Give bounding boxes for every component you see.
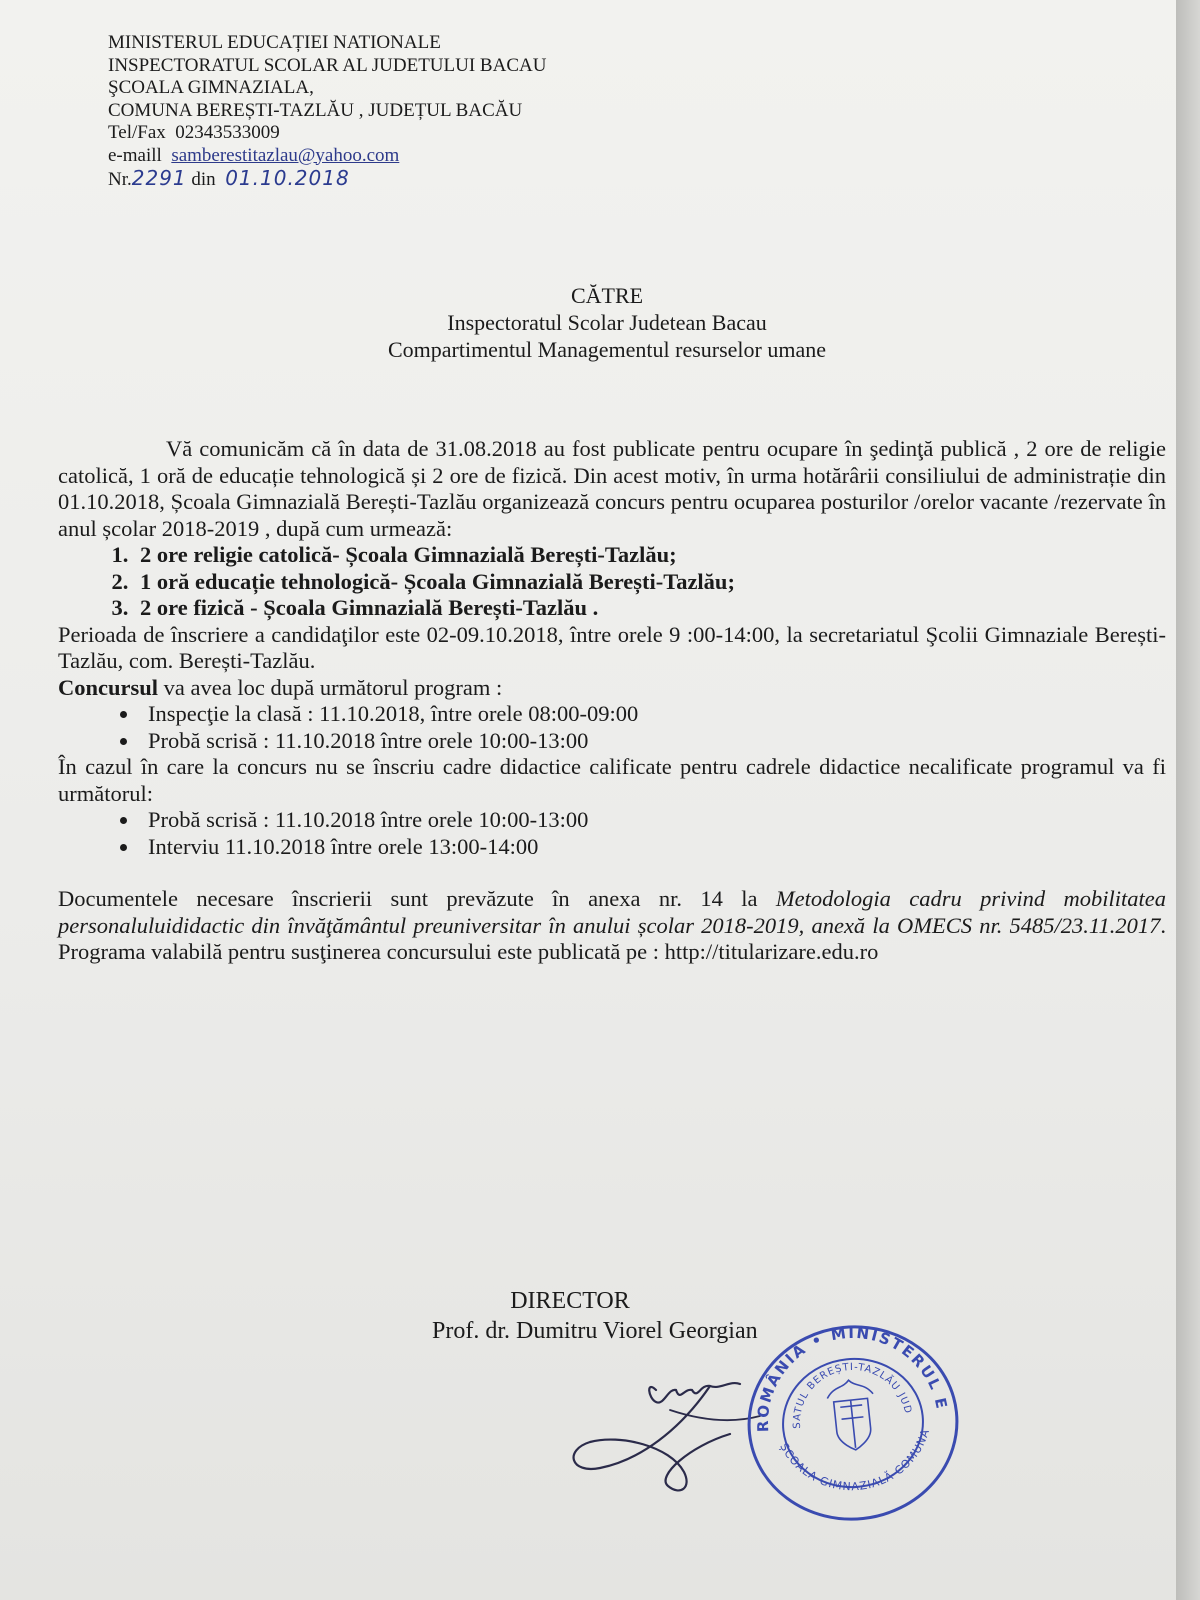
din-label: din [191,169,216,190]
tel-value: 02343533009 [175,122,280,143]
post-item: 1. 2 ore religie catolică- Școala Gimnazială Berești-Tazlău; [134,542,1166,569]
letter-body [58,436,1166,966]
docs-text-a: Documentele necesare înscrierii sunt prevăzute în anexa nr. 14 la [58,886,776,911]
schedule-item: • Interviu 11.10.2018 între orele 13:00-14:00 [140,834,1166,861]
director-title: DIRECTOR [510,1288,630,1314]
page-edge [1176,0,1200,1600]
addressee-block [0,282,1200,363]
concurs-bold: Concursul [58,674,159,700]
signature-block [0,1286,1140,1346]
stamp-inner-text: SATUL BEREȘTI-TAZLĂU JUDEȚUL [791,1361,914,1429]
header-inspectorate: INSPECTORATUL SCOLAR AL JUDETULUI BACAU [108,54,547,76]
header-ministry: MINISTERUL EDUCAȚIEI NATIONALE [108,32,441,53]
header-commune: COMUNA BEREȘTI-TAZLĂU , JUDEȚUL BACĂU [108,99,523,121]
post-item: 3. 2 ore fizică - Școala Gimnazială Berești-Tazlău . [134,595,1166,622]
nr-label: Nr. [108,169,132,190]
header-registration [108,167,546,192]
addressee-line2: Compartimentul Managementul resurselor umane [387,337,827,362]
date-handwritten: 01.10.2018 [225,166,350,190]
post-item: 2. 1 oră educație tehnologică- Școala Gimnazială Berești-Tazlău; [134,569,1166,596]
stamp-center-text: ȘCOALA GIMNAZIALĂ COMUNA [777,1427,933,1494]
header-email [108,145,546,168]
documents-paragraph [58,886,1166,966]
official-stamp [738,1318,968,1528]
unqualified-paragraph: În cazul în care la concurs nu se înscriu cadre didactice calificate pentru cadrele didactice necalificate programul va fi următorul: [58,754,1166,806]
tel-label: Tel/Fax [108,122,166,143]
letterhead [108,32,546,192]
stamp-outer-text: ROMÂNIA • MINISTERUL EDUCAȚIEI [753,1323,952,1433]
schedule-list-alt [58,807,1166,860]
docs-methodology: Metodologia cadru privind mobilitatea personaluluididactic din învăţământul preuniversitar în anului școlar 2018-2019, anexă la OMECS nr. 5485/23.11.2017 [58,886,1167,938]
intro-paragraph: Vă comunicăm că în data de 31.08.2018 au fost publicate pentru ocupare în şedinţă publică , 2 ore de religie catolică, 1 oră de educație tehnologică și 2 ore de fizică. Din acest motiv, în urma hotărârii consiliului de administrație din 01.10.2018, Școala Gimnazială Berești-Tazlău organizează concurs pentru ocuparea posturilor /orelor vacante /rezervate în anul școlar 2018-2019 , după cum urmează: [58,436,1166,541]
concurs-rest: va avea loc după următorul program : [158,674,503,700]
concurs-paragraph [58,675,1166,702]
posts-list [58,542,1166,622]
schedule-item: • Probă scrisă : 11.10.2018 între orele 10:00-13:00 [140,728,1166,755]
addressee-line1: Inspectoratul Scolar Judetean Bacau [447,310,767,335]
period-paragraph: Perioada de înscriere a candidaţilor este 02-09.10.2018, între orele 9 :00-14:00, la secretariatul Şcolii Gimnaziale Berești-Tazlău, com. Berești-Tazlău. [58,621,1166,673]
header-school: ŞCOALA GIMNAZIALA, [108,77,314,98]
coat-of-arms-icon [826,1378,879,1452]
nr-handwritten: 2291 [131,166,187,190]
schedule-item: • Probă scrisă : 11.10.2018 între orele 10:00-13:00 [140,807,1166,834]
schedule-list [58,701,1166,754]
schedule-item: • Inspecţie la clasă : 11.10.2018, între orele 08:00-09:00 [140,701,1166,728]
catre-heading: CĂTRE [570,283,644,308]
email-link[interactable]: samberestitazlau@yahoo.com [171,144,400,166]
docs-text-b: . Programa valabilă pentru susţinerea concursului este publicată pe : http://titularizare.edu.ro [58,912,1166,964]
header-phone [108,122,546,145]
email-label: e-maill [108,144,162,166]
director-name: Prof. dr. Dumitru Viorel Georgian [432,1318,758,1344]
